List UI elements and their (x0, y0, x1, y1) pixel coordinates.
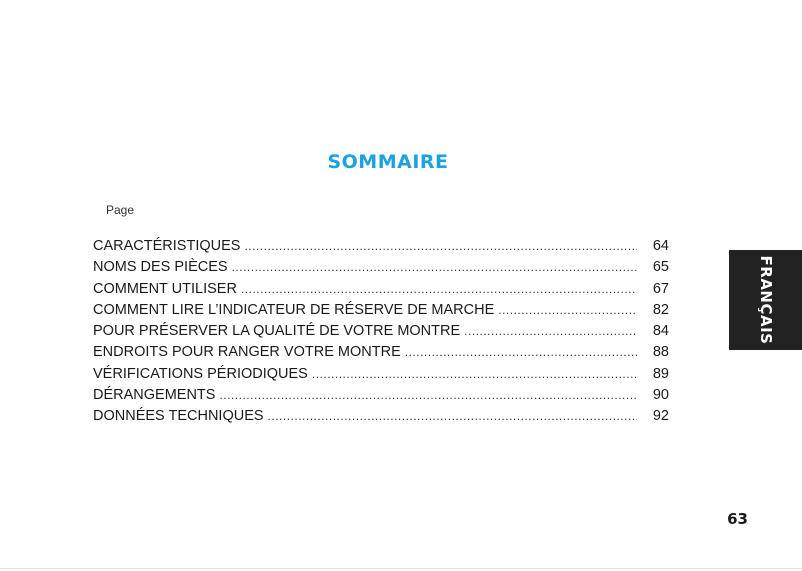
toc-dot-leader (268, 406, 637, 427)
toc-dot-leader (219, 385, 637, 406)
toc-entry-page: 67 (652, 280, 669, 297)
toc-entry-page: 90 (652, 387, 669, 404)
toc-entry-label: VÉRIFICATIONS PÉRIODIQUES (93, 365, 308, 382)
toc-entry-page: 64 (652, 238, 669, 254)
toc-entry (93, 364, 669, 385)
toc-dot-leader (232, 257, 637, 278)
toc-entry-page: 88 (652, 344, 669, 361)
toc-entry (93, 321, 669, 342)
page-title: SOMMAIRE (327, 151, 449, 173)
toc-entry (93, 385, 669, 406)
toc-entry-label: COMMENT UTILISER (93, 280, 237, 297)
toc-entry (93, 236, 669, 257)
toc-entry-label: ENDROITS POUR RANGER VOTRE MONTRE (93, 344, 401, 361)
toc-entry-label: NOMS DES PIÈCES (93, 259, 228, 276)
toc-entry-page: 89 (652, 365, 669, 382)
language-tab (729, 250, 802, 350)
toc-entry-label: CARACTÉRISTIQUES (93, 238, 241, 254)
toc-entry-label: DONNÉES TECHNIQUES (93, 408, 264, 425)
toc-entry-page: 92 (652, 408, 669, 425)
page-number: 63 (727, 510, 748, 528)
toc-entry (93, 279, 669, 300)
toc-entry-label: DÉRANGEMENTS (93, 387, 216, 404)
toc-entry-page: 82 (652, 301, 669, 318)
bottom-divider (0, 568, 802, 569)
toc-dot-leader (312, 364, 637, 385)
toc-entry (93, 300, 669, 321)
toc-entry-label: COMMENT LIRE L’INDICATEUR DE RÉSERVE DE MARCHE (93, 301, 495, 318)
page-column-header: Page (106, 203, 135, 217)
toc-entry-page: 84 (652, 323, 669, 340)
toc-entry (93, 342, 669, 363)
toc-dot-leader (405, 342, 637, 363)
table-of-contents (93, 236, 669, 428)
toc-dot-leader (244, 236, 637, 257)
toc-entry (93, 406, 669, 427)
language-tab-label: FRANÇAIS (756, 255, 775, 345)
toc-entry-page: 65 (652, 259, 669, 276)
toc-entry-label: POUR PRÉSERVER LA QUALITÉ DE VOTRE MONTRE (93, 323, 461, 340)
toc-entry (93, 257, 669, 278)
toc-dot-leader (464, 321, 637, 342)
toc-dot-leader (498, 300, 637, 321)
toc-dot-leader (241, 279, 637, 300)
